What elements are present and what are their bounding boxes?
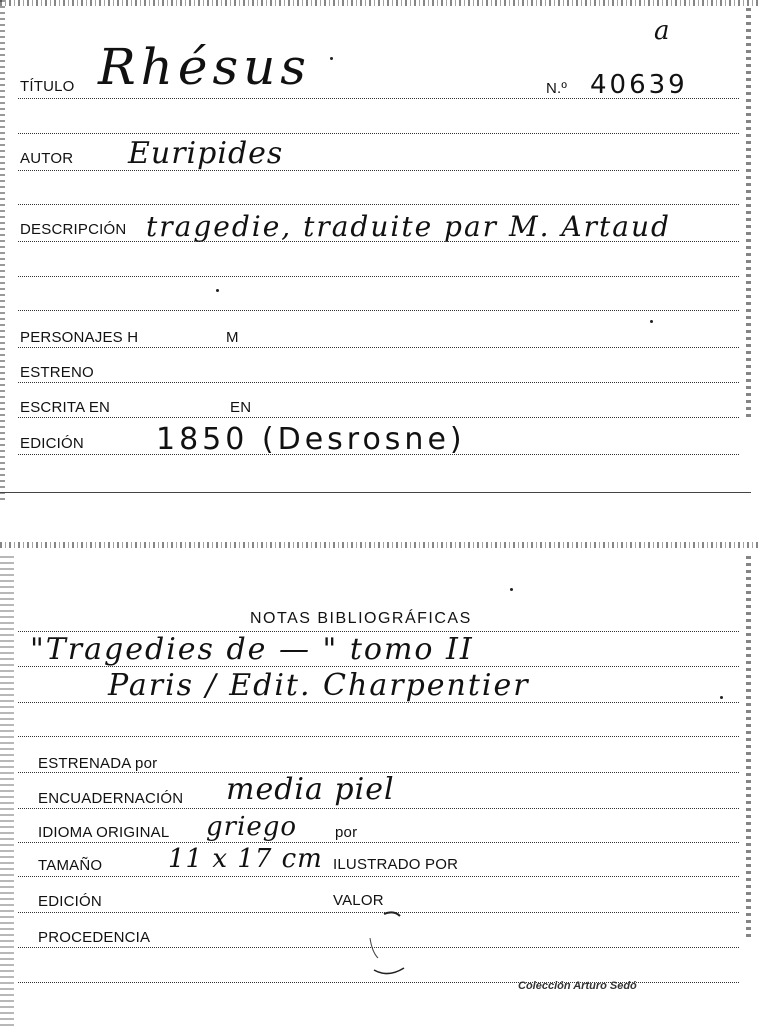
rule-titulo [18,98,739,99]
descripcion-value: tragedie, traduite par M. Artaud [146,210,671,243]
rule-encuadernacion [18,808,739,809]
rule-blank-1 [18,133,739,134]
autor-label: AUTOR [20,150,74,167]
card-left-edge [0,0,5,500]
corner-mark: a [654,16,671,46]
tamano-value: 11 x 17 cm [168,844,323,874]
speck [510,588,513,591]
card-top-edge [0,0,759,6]
escrita-en-label: EN [230,399,252,416]
card-right-edge [746,8,751,420]
idioma-value: griego [206,812,298,842]
rule-idioma [18,842,739,843]
procedencia-label: PROCEDENCIA [38,929,151,946]
estrenada-label: ESTRENADA por [38,755,158,772]
edicion-label-2: EDICIÓN [38,893,102,910]
descripcion-label: DESCRIPCIÓN [20,221,127,238]
rule-descripcion [18,241,739,242]
rule-autor [18,170,739,171]
punch-hole-mark [364,908,414,978]
card-bottom-edge [0,492,751,493]
rule-personajes [18,347,739,348]
rule-notes-1 [18,666,739,667]
edicion-value: 1850 (Desrosne) [156,422,466,457]
idioma-por-label: por [335,824,358,841]
numero-value: 40639 [590,70,688,100]
ilustrado-label: ILUSTRADO POR [333,856,459,873]
encuadernacion-value: media piel [226,772,395,807]
titulo-label: TÍTULO [20,78,75,95]
card-left-edge [0,556,14,1028]
rule-blank-4 [18,310,739,311]
autor-value: Euripides [128,136,284,171]
catalog-card-notes [0,536,759,1028]
collection-footer: Colección Arturo Sedó [518,980,637,992]
speck [330,57,333,60]
card-right-edge [746,556,751,938]
estreno-label: ESTRENO [20,364,94,381]
rule-tamano [18,876,739,877]
valor-label: VALOR [333,892,384,909]
speck [720,696,723,699]
rule-notes-3 [18,736,739,737]
personajes-m-label: M [226,329,239,346]
card-top-edge [0,542,759,548]
speck [216,289,219,292]
idioma-label: IDIOMA ORIGINAL [38,824,170,841]
tamano-label: TAMAÑO [38,857,103,874]
escrita-label: ESCRITA EN [20,399,111,416]
edicion-label: EDICIÓN [20,435,84,452]
rule-blank-3 [18,276,739,277]
titulo-value: Rhésus [98,38,311,96]
rule-estreno [18,382,739,383]
notas-heading: NOTAS BIBLIOGRÁFICAS [250,610,472,627]
rule-edicion [18,454,739,455]
notes-line-1: "Tragedies de — " tomo II [30,632,474,667]
rule-blank-2 [18,204,739,205]
numero-label: N.º [546,80,568,97]
speck [650,320,653,323]
rule-notes-2 [18,702,739,703]
personajes-label: PERSONAJES H [20,329,139,346]
rule-escrita [18,417,739,418]
catalog-card-main [0,0,759,500]
encuadernacion-label: ENCUADERNACIÓN [38,790,184,807]
notes-line-2: Paris / Edit. Charpentier [108,668,530,703]
